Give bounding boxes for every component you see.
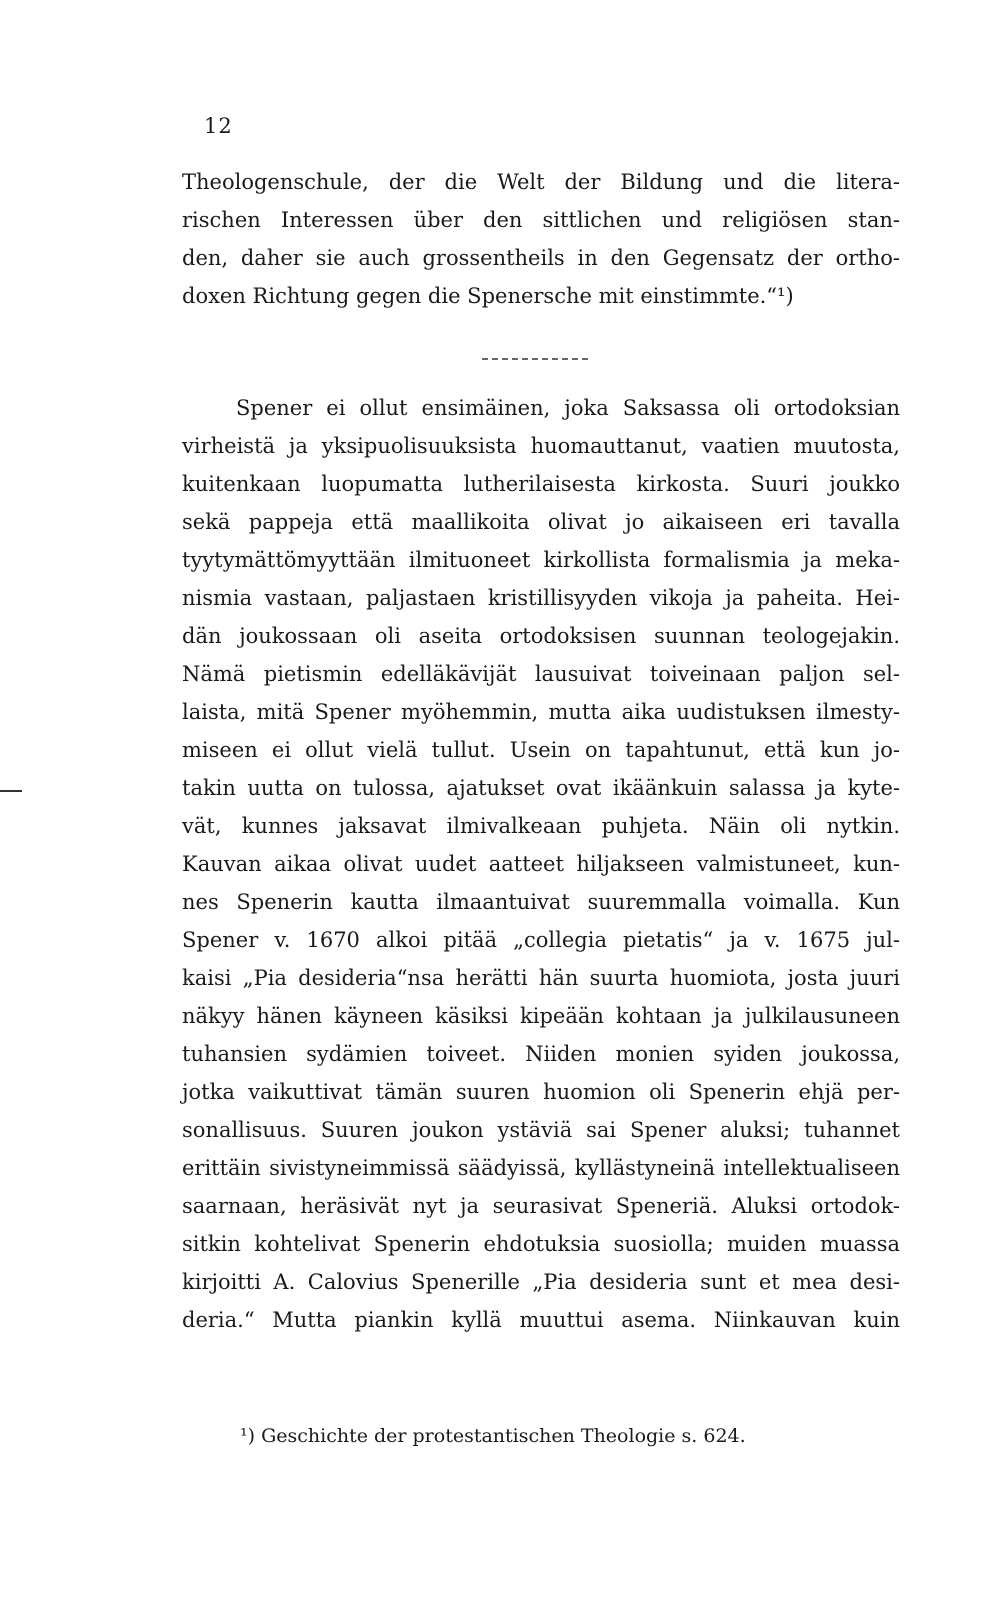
text-line: tyytymättömyyttään ilmituoneet kirkollista formalismia ja meka- bbox=[182, 548, 900, 572]
text-line: takin uutta on tulossa, ajatukset ovat ikäänkuin salassa ja kyte- bbox=[182, 776, 900, 800]
text-line: tuhansien sydämien toiveet. Niiden monien syiden joukossa, bbox=[182, 1042, 900, 1066]
text-line: laista, mitä Spener myöhemmin, mutta aika uudistuksen ilmesty- bbox=[182, 700, 900, 724]
text-line: kirjoitti A. Calovius Spenerille „Pia desideria sunt et mea desi- bbox=[182, 1270, 900, 1294]
text-line: vät, kunnes jaksavat ilmivalkeaan puhjeta. Näin oli nytkin. bbox=[182, 814, 900, 838]
footnote: ¹) Geschichte der protestantischen Theologie s. 624. bbox=[240, 1425, 746, 1447]
text-line: jotka vaikuttivat tämän suuren huomion oli Spenerin ehjä per- bbox=[182, 1080, 900, 1104]
text-line: sitkin kohtelivat Spenerin ehdotuksia suosiolla; muiden muassa bbox=[182, 1232, 900, 1256]
text-line: deria.“ Mutta piankin kyllä muuttui asema. Niinkauvan kuin bbox=[182, 1308, 900, 1332]
section-divider bbox=[482, 358, 588, 360]
text-line: sonallisuus. Suuren joukon ystäviä sai Spener aluksi; tuhannet bbox=[182, 1118, 900, 1142]
text-line: rischen Interessen über den sittlichen und religiösen stan- bbox=[182, 208, 900, 232]
text-line: kuitenkaan luopumatta lutherilaisesta kirkosta. Suuri joukko bbox=[182, 472, 900, 496]
page-number: 12 bbox=[204, 114, 233, 138]
text-line: miseen ei ollut vielä tullut. Usein on tapahtunut, että kun jo- bbox=[182, 738, 900, 762]
text-line: virheistä ja yksipuolisuuksista huomauttanut, vaatien muutosta, bbox=[182, 434, 900, 458]
text-line: saarnaan, heräsivät nyt ja seurasivat Speneriä. Aluksi ortodok- bbox=[182, 1194, 900, 1218]
text-line: näkyy hänen käyneen käsiksi kipeään kohtaan ja julkilausuneen bbox=[182, 1004, 900, 1028]
text-line: den, daher sie auch grossentheils in den Gegensatz der ortho- bbox=[182, 246, 900, 270]
text-line: Spener v. 1670 alkoi pitää „collegia pietatis“ ja v. 1675 jul- bbox=[182, 928, 900, 952]
text-line: Theologenschule, der die Welt der Bildung und die litera- bbox=[182, 170, 900, 194]
text-line: dän joukossaan oli aseita ortodoksisen suunnan teologejakin. bbox=[182, 624, 900, 648]
text-line: sekä pappeja että maallikoita olivat jo aikaiseen eri tavalla bbox=[182, 510, 900, 534]
text-line: nismia vastaan, paljastaen kristillisyyden vikoja ja paheita. Hei- bbox=[182, 586, 900, 610]
text-line: Nämä pietismin edelläkävijät lausuivat toiveinaan paljon sel- bbox=[182, 662, 900, 686]
text-line: Spener ei ollut ensimäinen, joka Saksassa oli ortodoksian bbox=[236, 396, 900, 420]
margin-mark bbox=[0, 790, 22, 792]
text-line: erittäin sivistyneimmissä säädyissä, kyllästyneinä intellektualiseen bbox=[182, 1156, 900, 1180]
text-line: nes Spenerin kautta ilmaantuivat suuremmalla voimalla. Kun bbox=[182, 890, 900, 914]
text-line: kaisi „Pia desideria“nsa herätti hän suurta huomiota, josta juuri bbox=[182, 966, 900, 990]
text-line: Kauvan aikaa olivat uudet aatteet hiljakseen valmistuneet, kun- bbox=[182, 852, 900, 876]
text-line: doxen Richtung gegen die Spenersche mit einstimmte.“¹) bbox=[182, 284, 794, 308]
